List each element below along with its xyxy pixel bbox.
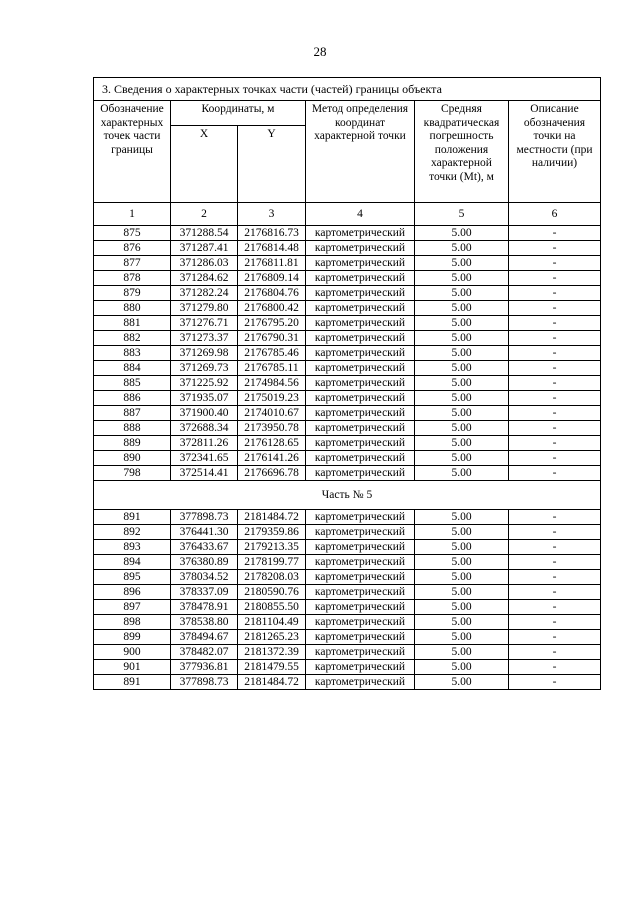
point-cell: 900 [94,645,171,660]
column-number: 6 [509,203,601,226]
description-cell: - [509,256,601,271]
y-cell: 2178208.03 [238,570,306,585]
table-row [94,585,601,600]
x-cell: 372341.65 [171,451,238,466]
y-cell: 2181372.39 [238,645,306,660]
error-cell: 5.00 [415,226,509,241]
part-title: Часть № 5 [94,481,601,510]
description-cell: - [509,316,601,331]
description-cell: - [509,331,601,346]
table-row [94,466,601,481]
method-cell: картометрический [306,391,415,406]
method-cell: картометрический [306,301,415,316]
error-cell: 5.00 [415,510,509,525]
y-cell: 2181265.23 [238,630,306,645]
description-cell: - [509,406,601,421]
method-cell: картометрический [306,406,415,421]
error-cell: 5.00 [415,585,509,600]
y-cell: 2176809.14 [238,271,306,286]
x-cell: 371900.40 [171,406,238,421]
x-cell: 372811.26 [171,436,238,451]
point-cell: 889 [94,436,171,451]
point-cell: 892 [94,525,171,540]
description-cell: - [509,585,601,600]
y-cell: 2181479.55 [238,660,306,675]
x-cell: 372688.34 [171,421,238,436]
description-cell: - [509,555,601,570]
method-cell: картометрический [306,660,415,675]
y-cell: 2176804.76 [238,286,306,301]
table-row [94,540,601,555]
header-coords: Координаты, м [171,101,306,126]
point-cell: 895 [94,570,171,585]
table-row [94,675,601,690]
description-cell: - [509,226,601,241]
description-cell: - [509,660,601,675]
error-cell: 5.00 [415,421,509,436]
point-cell: 877 [94,256,171,271]
y-cell: 2176800.42 [238,301,306,316]
point-cell: 879 [94,286,171,301]
header-method: Метод определения координат характерной точки [306,101,415,203]
table-row [94,271,601,286]
error-cell: 5.00 [415,256,509,271]
point-cell: 887 [94,406,171,421]
point-cell: 899 [94,630,171,645]
method-cell: картометрический [306,615,415,630]
point-cell: 893 [94,540,171,555]
method-cell: картометрический [306,256,415,271]
description-cell: - [509,361,601,376]
y-cell: 2176811.81 [238,256,306,271]
point-cell: 878 [94,271,171,286]
table-row [94,630,601,645]
header-y: Y [238,126,306,203]
column-number: 3 [238,203,306,226]
table-row [94,406,601,421]
error-cell: 5.00 [415,570,509,585]
x-cell: 378478.91 [171,600,238,615]
table-row [94,316,601,331]
method-cell: картометрический [306,316,415,331]
y-cell: 2174984.56 [238,376,306,391]
table-row [94,361,601,376]
x-cell: 371276.71 [171,316,238,331]
x-cell: 378337.09 [171,585,238,600]
point-cell: 901 [94,660,171,675]
description-cell: - [509,570,601,585]
description-cell: - [509,630,601,645]
method-cell: картометрический [306,555,415,570]
table-row [94,331,601,346]
method-cell: картометрический [306,451,415,466]
point-cell: 875 [94,226,171,241]
x-cell: 371287.41 [171,241,238,256]
y-cell: 2176795.20 [238,316,306,331]
method-cell: картометрический [306,525,415,540]
description-cell: - [509,286,601,301]
description-cell: - [509,421,601,436]
point-cell: 876 [94,241,171,256]
x-cell: 376433.67 [171,540,238,555]
error-cell: 5.00 [415,301,509,316]
y-cell: 2176816.73 [238,226,306,241]
y-cell: 2181104.49 [238,615,306,630]
y-cell: 2176128.65 [238,436,306,451]
x-cell: 377936.81 [171,660,238,675]
error-cell: 5.00 [415,346,509,361]
point-cell: 886 [94,391,171,406]
error-cell: 5.00 [415,316,509,331]
description-cell: - [509,675,601,690]
point-cell: 883 [94,346,171,361]
method-cell: картометрический [306,346,415,361]
x-cell: 371225.92 [171,376,238,391]
header-point: Обозначение характерных точек части границы [94,101,171,203]
x-cell: 371935.07 [171,391,238,406]
error-cell: 5.00 [415,331,509,346]
x-cell: 378034.52 [171,570,238,585]
table-row [94,376,601,391]
description-cell: - [509,451,601,466]
description-cell: - [509,510,601,525]
table-row [94,436,601,451]
method-cell: картометрический [306,331,415,346]
table-row [94,421,601,436]
table-row [94,600,601,615]
page-number: 28 [313,44,327,59]
point-cell: 882 [94,331,171,346]
table-row [94,301,601,316]
header-description: Описание обозначения точки на местности (при наличии) [509,101,601,203]
description-cell: - [509,600,601,615]
x-cell: 372514.41 [171,466,238,481]
table-row [94,645,601,660]
table-row [94,241,601,256]
table-row [94,525,601,540]
point-cell: 880 [94,301,171,316]
table-row [94,451,601,466]
point-cell: 884 [94,361,171,376]
header-error: Средняя квадратическая погрешность положения характерной точки (Mt), м [415,101,509,203]
error-cell: 5.00 [415,675,509,690]
y-cell: 2179213.35 [238,540,306,555]
method-cell: картометрический [306,630,415,645]
table-row [94,570,601,585]
error-cell: 5.00 [415,645,509,660]
boundary-points-table [93,77,601,690]
point-cell: 885 [94,376,171,391]
y-cell: 2180855.50 [238,600,306,615]
point-cell: 891 [94,510,171,525]
y-cell: 2173950.78 [238,421,306,436]
y-cell: 2176141.26 [238,451,306,466]
table-row [94,226,601,241]
method-cell: картометрический [306,286,415,301]
error-cell: 5.00 [415,271,509,286]
description-cell: - [509,436,601,451]
table-row [94,346,601,361]
method-cell: картометрический [306,361,415,376]
error-cell: 5.00 [415,660,509,675]
point-cell: 891 [94,675,171,690]
x-cell: 378494.67 [171,630,238,645]
error-cell: 5.00 [415,286,509,301]
table-row [94,660,601,675]
x-cell: 378538.80 [171,615,238,630]
header-x: X [171,126,238,203]
x-cell: 378482.07 [171,645,238,660]
x-cell: 376441.30 [171,525,238,540]
error-cell: 5.00 [415,555,509,570]
method-cell: картометрический [306,570,415,585]
table-row [94,555,601,570]
error-cell: 5.00 [415,600,509,615]
method-cell: картометрический [306,600,415,615]
error-cell: 5.00 [415,525,509,540]
method-cell: картометрический [306,226,415,241]
description-cell: - [509,271,601,286]
y-cell: 2176814.48 [238,241,306,256]
table-row [94,510,601,525]
column-number: 5 [415,203,509,226]
x-cell: 376380.89 [171,555,238,570]
x-cell: 377898.73 [171,510,238,525]
x-cell: 371282.24 [171,286,238,301]
description-cell: - [509,391,601,406]
description-cell: - [509,540,601,555]
method-cell: картометрический [306,271,415,286]
point-cell: 898 [94,615,171,630]
x-cell: 371279.80 [171,301,238,316]
table-row [94,286,601,301]
error-cell: 5.00 [415,406,509,421]
table-row [94,615,601,630]
description-cell: - [509,645,601,660]
x-cell: 371269.73 [171,361,238,376]
method-cell: картометрический [306,421,415,436]
y-cell: 2178199.77 [238,555,306,570]
description-cell: - [509,525,601,540]
method-cell: картометрический [306,436,415,451]
y-cell: 2176785.11 [238,361,306,376]
error-cell: 5.00 [415,376,509,391]
y-cell: 2180590.76 [238,585,306,600]
x-cell: 371288.54 [171,226,238,241]
y-cell: 2181484.72 [238,675,306,690]
x-cell: 371286.03 [171,256,238,271]
error-cell: 5.00 [415,466,509,481]
column-number: 1 [94,203,171,226]
description-cell: - [509,301,601,316]
point-cell: 894 [94,555,171,570]
x-cell: 371284.62 [171,271,238,286]
section-title: 3. Сведения о характерных точках части (частей) границы объекта [94,78,601,101]
error-cell: 5.00 [415,451,509,466]
y-cell: 2176785.46 [238,346,306,361]
method-cell: картометрический [306,510,415,525]
error-cell: 5.00 [415,436,509,451]
method-cell: картометрический [306,376,415,391]
error-cell: 5.00 [415,615,509,630]
y-cell: 2174010.67 [238,406,306,421]
error-cell: 5.00 [415,391,509,406]
error-cell: 5.00 [415,361,509,376]
description-cell: - [509,615,601,630]
method-cell: картометрический [306,241,415,256]
column-number: 2 [171,203,238,226]
x-cell: 371273.37 [171,331,238,346]
method-cell: картометрический [306,466,415,481]
x-cell: 371269.98 [171,346,238,361]
y-cell: 2176696.78 [238,466,306,481]
error-cell: 5.00 [415,630,509,645]
description-cell: - [509,346,601,361]
point-cell: 897 [94,600,171,615]
method-cell: картометрический [306,585,415,600]
method-cell: картометрический [306,675,415,690]
point-cell: 881 [94,316,171,331]
column-number: 4 [306,203,415,226]
error-cell: 5.00 [415,241,509,256]
description-cell: - [509,466,601,481]
point-cell: 888 [94,421,171,436]
method-cell: картометрический [306,645,415,660]
y-cell: 2179359.86 [238,525,306,540]
table-row [94,391,601,406]
description-cell: - [509,241,601,256]
point-cell: 890 [94,451,171,466]
table-row [94,256,601,271]
description-cell: - [509,376,601,391]
y-cell: 2176790.31 [238,331,306,346]
x-cell: 377898.73 [171,675,238,690]
method-cell: картометрический [306,540,415,555]
y-cell: 2181484.72 [238,510,306,525]
point-cell: 798 [94,466,171,481]
point-cell: 896 [94,585,171,600]
y-cell: 2175019.23 [238,391,306,406]
error-cell: 5.00 [415,540,509,555]
